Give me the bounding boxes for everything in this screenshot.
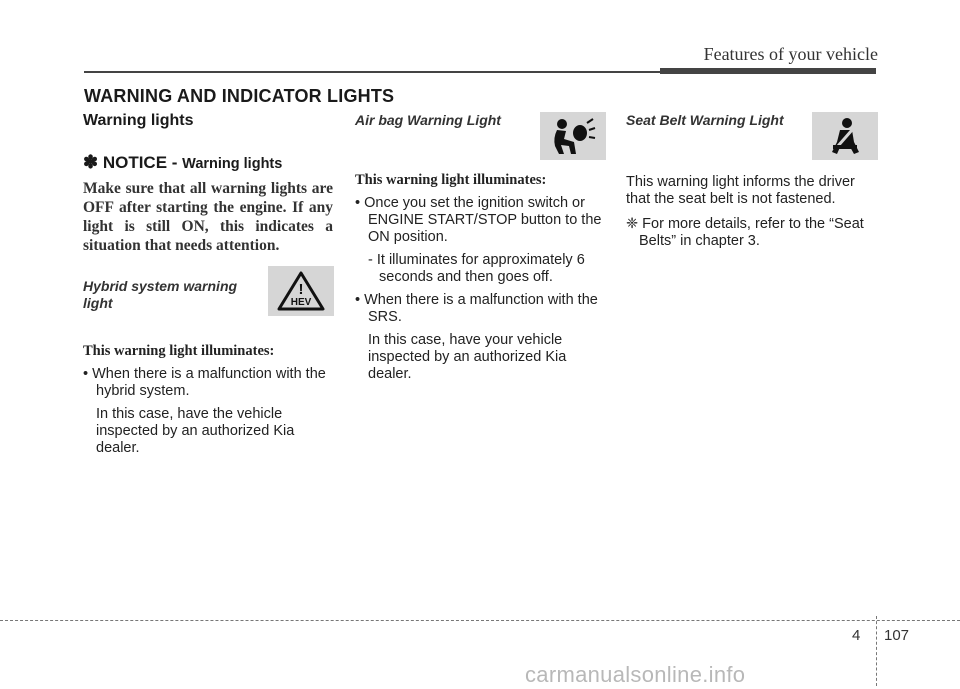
airbag-title: Air bag Warning Light [355,112,501,128]
hybrid-warning-icon [268,266,334,316]
airbag-sub1: - It illuminates for approximately 6 seconds and then goes off. [368,252,585,285]
column-warning-lights [83,112,333,457]
seatbelt-block [626,112,876,164]
seatbelt-title: Seat Belt Warning Light [626,112,784,128]
seatbelt-warning-icon [812,112,878,160]
hybrid-title [83,278,253,312]
notice-label: NOTICE - [102,153,178,172]
page-number: 107 [884,627,910,644]
seatbelt-para: This warning light informs the driver that the seat belt is not fastened. [626,174,855,207]
footer-divider [876,616,877,686]
heading-warning-lights: Warning lights [83,112,194,129]
hybrid-icon-mark: ! [298,281,304,298]
hybrid-title-line2: light [83,295,113,311]
header-rule-thick [660,68,876,74]
notice-body: Make sure that all warning lights are OFF after starting the engine. If any light is still ON, this indicates a situation that needs attention. [83,180,333,254]
header-rule [84,71,660,73]
notice-subtitle: Warning lights [182,156,283,172]
hybrid-block [83,278,333,330]
column-airbag [355,112,605,383]
hybrid-lead: This warning light illuminates: [83,343,275,359]
footer-rule [0,620,960,621]
airbag-bullet1: • Once you set the ignition switch or ENGINE START/STOP button to the ON position. [355,195,602,245]
hybrid-para: In this case, have the vehicle inspected by an authorized Kia dealer. [96,406,295,456]
airbag-lead: This warning light illuminates: [355,172,547,188]
notice-heading [83,152,333,173]
column-seatbelt [626,112,876,250]
hybrid-icon-text: HEV [290,297,312,308]
airbag-bullet2: • When there is a malfunction with the SRS. [355,292,598,325]
hybrid-bullet: • When there is a malfunction with the hybrid system. [83,366,326,399]
hybrid-title-line1: Hybrid system warning [83,278,238,294]
airbag-block [355,112,605,164]
chapter-number: 4 [852,627,861,644]
airbag-para: In this case, have your vehicle inspected by an authorized Kia dealer. [368,332,567,382]
seatbelt-ref: ❈ For more details, refer to the “Seat Belts” in chapter 3. [626,216,864,249]
airbag-warning-icon [540,112,606,160]
notice-star-icon: ✽ [83,152,99,172]
section-title: WARNING AND INDICATOR LIGHTS [84,86,395,106]
running-title: Features of your vehicle [703,44,878,64]
watermark: carmanualsonline.info [525,662,746,687]
